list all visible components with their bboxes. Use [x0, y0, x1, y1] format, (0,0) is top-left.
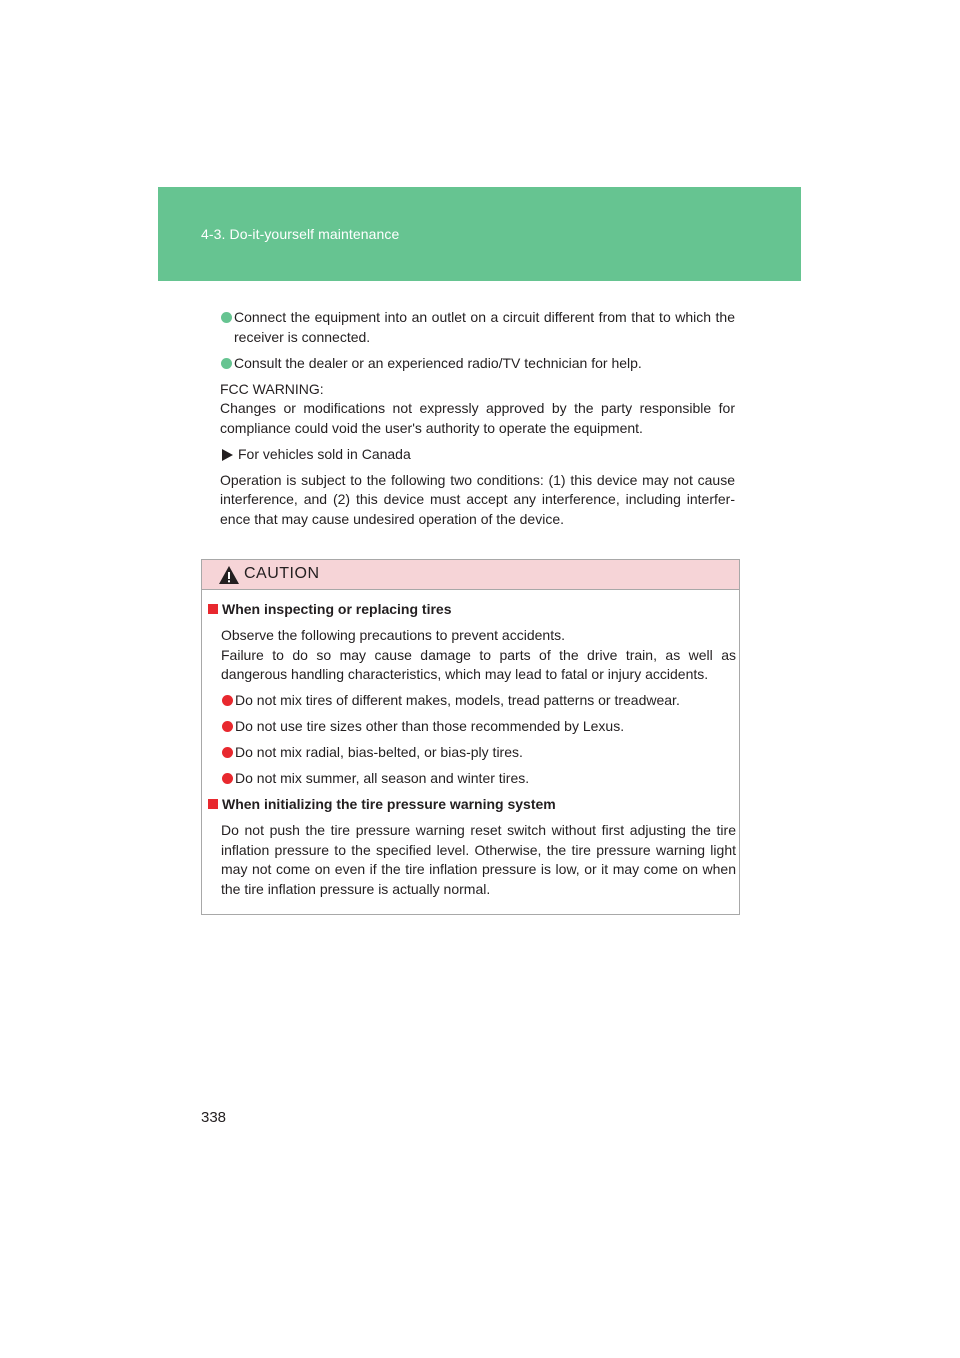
bullet-dot-icon [222, 773, 233, 784]
warning-triangle-icon [218, 565, 240, 585]
list-item-text: Do not mix summer, all season and winter tires. [235, 770, 530, 786]
list-item [220, 354, 735, 374]
arrow-right-icon [222, 449, 233, 461]
red-square-icon [208, 604, 218, 614]
bullet-dot-icon [222, 695, 233, 706]
list-item-text: Do not mix tires of different makes, models, tread patterns or treadwear. [235, 692, 680, 708]
list-item [220, 308, 735, 347]
caution-heading-tires [207, 600, 736, 620]
canada-label: For vehicles sold in Canada [238, 445, 411, 462]
list-item [221, 691, 736, 711]
list-item-text: Consult the dealer or an experienced radio/TV technician for help. [234, 354, 642, 371]
caution-text: Observe the following precautions to prevent accidents. [221, 627, 565, 643]
bullet-dot-icon [222, 721, 233, 732]
section-header-band [158, 187, 801, 281]
caution-header [202, 560, 739, 590]
list-item [221, 743, 736, 763]
caution-heading-text: When inspecting or replacing tires [222, 601, 452, 617]
caution-body [207, 600, 736, 906]
page-number: 338 [201, 1109, 227, 1126]
bullet-dot-icon [222, 747, 233, 758]
list-item-text: Do not mix radial, bias-belted, or bias-ply tires. [235, 744, 523, 760]
fcc-warning-text: Changes or modifications not expressly approved by the party responsible for compliance could void the user's authority to operate the equipment. [220, 400, 735, 436]
caution-text: Do not push the tire pressure warning reset switch without first adjusting the tire inflation pressure to the specified level. Otherwise, the tire pressure warning light may not come on even if the tire inflation pressure is low, or it may come on when the tire inflation pressure is actually normal. [221, 822, 736, 897]
list-item-text: Do not use tire sizes other than those recommended by Lexus. [235, 718, 625, 734]
bullet-dot-icon [221, 358, 232, 369]
canada-subheading [220, 445, 735, 465]
caution-label: CAUTION [244, 565, 320, 582]
caution-heading-tpws [207, 795, 736, 815]
canada-text: Operation is subject to the following two conditions: (1) this device may not cause interference, and (2) this device must accept any interference, including interfer-ence that may cause undesired operation of the device. [220, 471, 735, 527]
caution-text: Failure to do so may cause damage to parts of the drive train, as well as dangerous handling characteristics, which may lead to fatal or injury accidents. [221, 646, 736, 682]
list-item [221, 769, 736, 789]
section-title: 4-3. Do-it-yourself maintenance [201, 226, 400, 242]
fcc-warning-title: FCC WARNING: [220, 380, 324, 397]
list-item-text: Connect the equipment into an outlet on a circuit different from that to which the receiver is connected. [234, 309, 735, 345]
list-item [221, 717, 736, 737]
bullet-dot-icon [221, 312, 232, 323]
caution-box [201, 559, 740, 915]
body-text [220, 308, 735, 536]
red-square-icon [208, 799, 218, 809]
caution-heading-text: When initializing the tire pressure warning system [222, 796, 556, 812]
